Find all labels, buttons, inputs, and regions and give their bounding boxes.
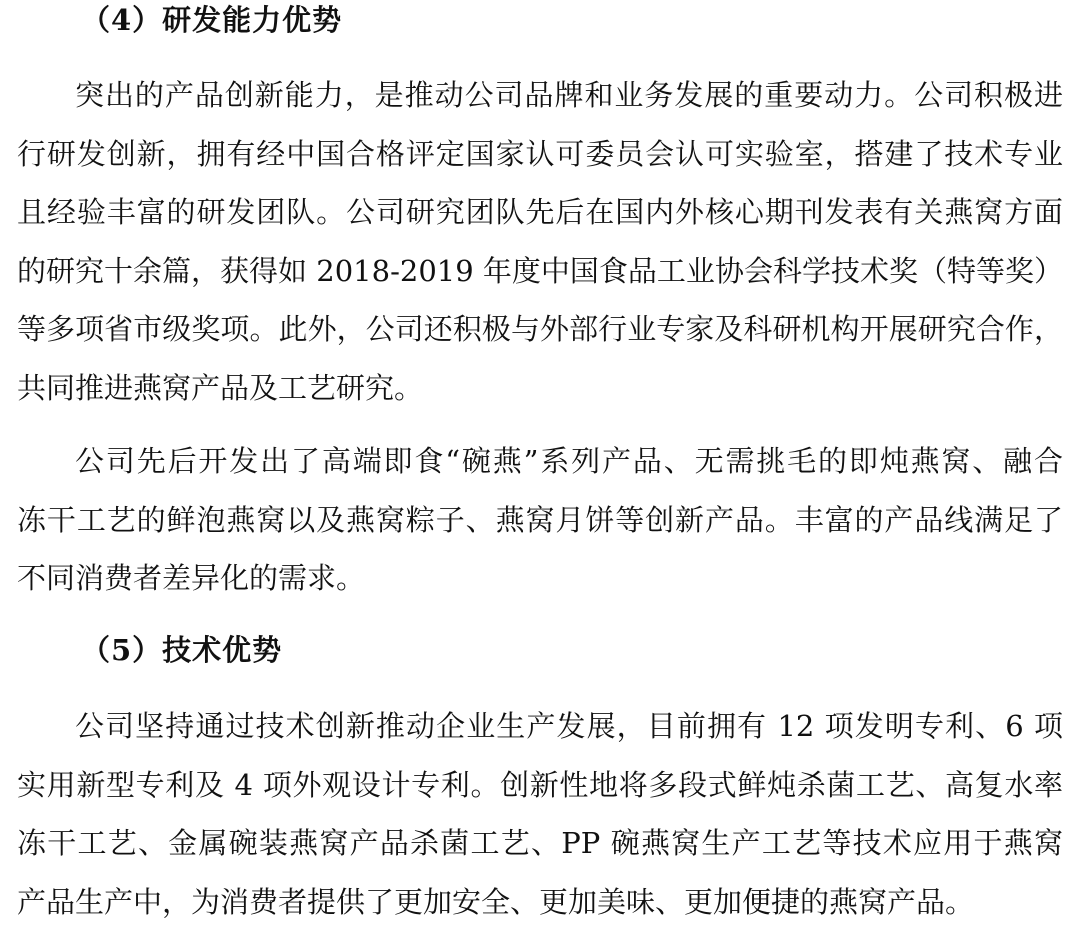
section-4-heading: （4）研发能力优势 (81, 3, 343, 37)
section-5-paragraph-1 (17, 697, 1063, 931)
text-line: 不同消费者差异化的需求。 (17, 561, 366, 595)
text-line: 共同推进燕窝产品及工艺研究。 (17, 370, 424, 405)
text-line: 等多项省市级奖项。此外，公司还积极与外部行业专家及科研机构开展研究合作， (17, 312, 1063, 346)
text-line: 突出的产品创新能力，是推动公司品牌和业务发展的重要动力。公司积极进 (75, 78, 1063, 112)
text-line: 公司坚持通过技术创新推动企业生产发展，目前拥有 12 项发明专利、6 项 (75, 709, 1063, 743)
text-line: 实用新型专利及 4 项外观设计专利。创新性地将多段式鲜炖杀菌工艺、高复水率 (17, 767, 1063, 802)
section-5-heading: （5）技术优势 (81, 633, 283, 667)
text-line: 行研发创新，拥有经中国合格评定国家认可委员会认可实验室，搭建了技术专业 (17, 136, 1063, 171)
text-line: 冻干工艺、金属碗装燕窝产品杀菌工艺、PP 碗燕窝生产工艺等技术应用于燕窝 (17, 826, 1063, 860)
text-line: 产品生产中，为消费者提供了更加安全、更加美味、更加便捷的燕窝产品。 (17, 884, 975, 919)
text-line: 且经验丰富的研发团队。公司研究团队先后在国内外核心期刊发表有关燕窝方面 (17, 195, 1063, 229)
text-line: 公司先后开发出了高端即食“碗燕”系列产品、无需挑毛的即炖燕窝、融合 (75, 444, 1063, 478)
text-line: 的研究十余篇，获得如 2018-2019 年度中国食品工业协会科学技术奖（特等奖） (17, 253, 1063, 288)
section-4-paragraph-2 (17, 432, 1063, 608)
text-line: 冻干工艺的鲜泡燕窝以及燕窝粽子、燕窝月饼等创新产品。丰富的产品线满足了 (17, 502, 1063, 537)
section-4-paragraph-1 (17, 66, 1063, 417)
